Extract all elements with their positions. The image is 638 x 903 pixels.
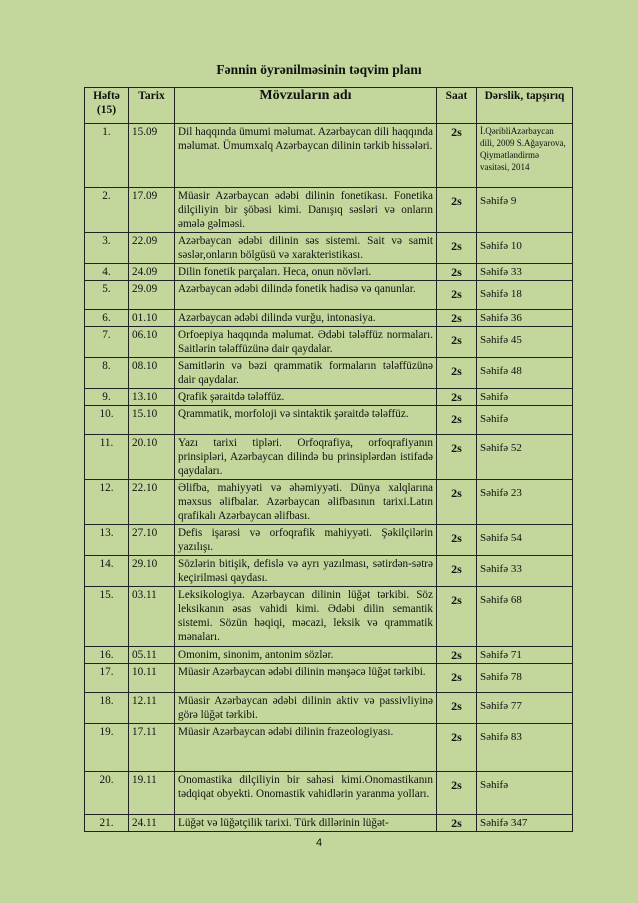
cell-date: 17.09	[129, 188, 175, 233]
cell-topic: Orfoepiya haqqında məlumat. Ədəbi tələffüz normaları. Saitlərin tələffüzünə dair qaydalar.	[175, 327, 437, 358]
table-row	[85, 281, 573, 310]
table-row	[85, 647, 573, 664]
cell-week: 13.	[85, 525, 129, 556]
cell-hours: 2s	[437, 693, 477, 724]
cell-reference: Səhifə 71	[477, 647, 573, 664]
header-date: Tarix	[129, 88, 175, 124]
cell-reference: Səhifə	[477, 389, 573, 406]
cell-date: 19.11	[129, 772, 175, 815]
cell-reference: Səhifə 10	[477, 233, 573, 264]
cell-hours: 2s	[437, 587, 477, 647]
cell-topic: Defis işarəsi və orfoqrafik mahiyyəti. Şəkilçilərin yazılışı.	[175, 525, 437, 556]
table-row	[85, 406, 573, 435]
cell-reference: İ.QəribliAzərbaycan dili, 2009 S.Ağayarova, Qiymətləndirmə vasitəsi, 2014	[477, 124, 573, 188]
cell-hours: 2s	[437, 556, 477, 587]
cell-topic: Omonim, sinonim, antonim sözlər.	[175, 647, 437, 664]
cell-date: 20.10	[129, 435, 175, 480]
cell-hours: 2s	[437, 281, 477, 310]
table-row	[85, 772, 573, 815]
table-row	[85, 480, 573, 525]
cell-topic: Müasir Azərbaycan ədəbi dilinin mənşəcə lüğət tərkibi.	[175, 664, 437, 693]
table-row	[85, 525, 573, 556]
cell-week: 15.	[85, 587, 129, 647]
cell-hours: 2s	[437, 435, 477, 480]
table-row	[85, 188, 573, 233]
cell-topic: Dilin fonetik parçaları. Heca, onun növləri.	[175, 264, 437, 281]
cell-hours: 2s	[437, 525, 477, 556]
table-row	[85, 358, 573, 389]
cell-week: 12.	[85, 480, 129, 525]
cell-reference: Səhifə 18	[477, 281, 573, 310]
cell-date: 15.10	[129, 406, 175, 435]
cell-topic: Əlifba, mahiyyəti və əhəmiyyəti. Dünya xalqlarına məxsus əlifbalar. Azərbaycan əlifbasının tarixi.Latın qrafikalı Azərbaycan əlifbası.	[175, 480, 437, 525]
cell-week: 10.	[85, 406, 129, 435]
table-row	[85, 435, 573, 480]
cell-week: 11.	[85, 435, 129, 480]
cell-date: 29.10	[129, 556, 175, 587]
table-row	[85, 310, 573, 327]
cell-reference: Səhifə 9	[477, 188, 573, 233]
table-row	[85, 327, 573, 358]
cell-reference: Səhifə 78	[477, 664, 573, 693]
cell-date: 13.10	[129, 389, 175, 406]
cell-hours: 2s	[437, 310, 477, 327]
header-topic: Mövzuların adı	[175, 88, 437, 124]
cell-week: 19.	[85, 724, 129, 772]
cell-hours: 2s	[437, 264, 477, 281]
cell-hours: 2s	[437, 815, 477, 832]
cell-week: 20.	[85, 772, 129, 815]
cell-hours: 2s	[437, 664, 477, 693]
table-row	[85, 664, 573, 693]
cell-reference: Səhifə 36	[477, 310, 573, 327]
cell-reference: Səhifə 54	[477, 525, 573, 556]
table-row	[85, 233, 573, 264]
table-header-row	[85, 88, 573, 124]
table-row	[85, 587, 573, 647]
cell-topic: Dil haqqında ümumi məlumat. Azərbaycan dili haqqında məlumat. Ümumxalq Azərbaycan dilinin tərkib hissələri.	[175, 124, 437, 188]
table-row	[85, 124, 573, 188]
cell-topic: Müasir Azərbaycan ədəbi dilinin fonetikası. Fonetika dilçiliyin bir şöbəsi kimi. Danışıq səsləri və onların əmələ gəlməsi.	[175, 188, 437, 233]
cell-date: 10.11	[129, 664, 175, 693]
cell-date: 22.09	[129, 233, 175, 264]
table-row	[85, 693, 573, 724]
table-row	[85, 815, 573, 832]
cell-reference: Səhifə 23	[477, 480, 573, 525]
cell-hours: 2s	[437, 389, 477, 406]
cell-reference: Səhifə 33	[477, 556, 573, 587]
cell-topic: Azərbaycan ədəbi dilinin səs sistemi. Sait və samit səslər,onların bölgüsü və xarakteristikası.	[175, 233, 437, 264]
cell-topic: Yazı tarixi tipləri. Orfoqrafiya, orfoqrafiyanın prinsipləri, Azərbaycan dilində bu prinsiplərdən istifadə qaydaları.	[175, 435, 437, 480]
page-title: Fənnin öyrənilməsinin təqvim planı	[216, 62, 422, 77]
cell-topic: Sözlərin bitişik, defislə və ayrı yazılması, sətirdən-sətrə keçirilməsi qaydası.	[175, 556, 437, 587]
cell-hours: 2s	[437, 124, 477, 188]
cell-date: 12.11	[129, 693, 175, 724]
cell-topic: Azərbaycan ədəbi dilində fonetik hadisə və qanunlar.	[175, 281, 437, 310]
header-hours: Saat	[437, 88, 477, 124]
cell-week: 14.	[85, 556, 129, 587]
cell-week: 7.	[85, 327, 129, 358]
cell-date: 24.11	[129, 815, 175, 832]
cell-week: 18.	[85, 693, 129, 724]
cell-topic: Azərbaycan ədəbi dilində vurğu, intonasiya.	[175, 310, 437, 327]
cell-date: 03.11	[129, 587, 175, 647]
cell-topic: Müasir Azərbaycan ədəbi dilinin frazeologiyası.	[175, 724, 437, 772]
cell-reference: Səhifə 83	[477, 724, 573, 772]
table-row	[85, 264, 573, 281]
cell-reference: Səhifə 33	[477, 264, 573, 281]
cell-hours: 2s	[437, 724, 477, 772]
cell-date: 05.11	[129, 647, 175, 664]
cell-week: 21.	[85, 815, 129, 832]
cell-week: 9.	[85, 389, 129, 406]
cell-topic: Leksikologiya. Azərbaycan dilinin lüğət tərkibi. Söz leksikanın əsas vahidi kimi. Ədəbi dilin semantik sistemi. Sözün həqiqi, məcazi, leksik və qrammatik mənaları.	[175, 587, 437, 647]
cell-date: 17.11	[129, 724, 175, 772]
cell-hours: 2s	[437, 233, 477, 264]
cell-week: 4.	[85, 264, 129, 281]
cell-date: 22.10	[129, 480, 175, 525]
table-row	[85, 389, 573, 406]
cell-topic: Lüğət və lüğətçilik tarixi. Türk dillərinin lüğət-	[175, 815, 437, 832]
cell-week: 17.	[85, 664, 129, 693]
cell-reference: Səhifə 52	[477, 435, 573, 480]
cell-reference: Səhifə	[477, 406, 573, 435]
cell-week: 5.	[85, 281, 129, 310]
cell-hours: 2s	[437, 358, 477, 389]
cell-reference: Səhifə 77	[477, 693, 573, 724]
table-row	[85, 556, 573, 587]
header-week: Həftə (15)	[85, 88, 129, 124]
cell-hours: 2s	[437, 406, 477, 435]
cell-hours: 2s	[437, 480, 477, 525]
cell-hours: 2s	[437, 772, 477, 815]
cell-reference: Səhifə	[477, 772, 573, 815]
cell-topic: Müasir Azərbaycan ədəbi dilinin aktiv və passivliyinə görə lüğət tərkibi.	[175, 693, 437, 724]
table-row	[85, 724, 573, 772]
page-number: 4	[315, 837, 323, 849]
cell-reference: Səhifə 347	[477, 815, 573, 832]
cell-week: 16.	[85, 647, 129, 664]
cell-topic: Onomastika dilçiliyin bir sahəsi kimi.Onomastikanın tədqiqat obyekti. Onomastik vahidlərin yaranma yolları.	[175, 772, 437, 815]
cell-date: 29.09	[129, 281, 175, 310]
cell-reference: Səhifə 45	[477, 327, 573, 358]
cell-date: 01.10	[129, 310, 175, 327]
cell-week: 2.	[85, 188, 129, 233]
cell-date: 27.10	[129, 525, 175, 556]
header-ref: Dərslik, tapşırıq	[477, 88, 573, 124]
cell-reference: Səhifə 68	[477, 587, 573, 647]
cell-date: 15.09	[129, 124, 175, 188]
cell-hours: 2s	[437, 327, 477, 358]
cell-week: 8.	[85, 358, 129, 389]
cell-reference: Səhifə 48	[477, 358, 573, 389]
cell-hours: 2s	[437, 188, 477, 233]
cell-week: 1.	[85, 124, 129, 188]
calendar-plan-table	[84, 87, 573, 832]
cell-topic: Qrafik şəraitdə tələffüz.	[175, 389, 437, 406]
cell-week: 6.	[85, 310, 129, 327]
cell-topic: Samitlərin və bəzi qrammatik formaların tələffüzünə dair qaydalar.	[175, 358, 437, 389]
cell-topic: Qrammatik, morfoloji və sintaktik şəraitdə tələffüz.	[175, 406, 437, 435]
cell-date: 24.09	[129, 264, 175, 281]
cell-hours: 2s	[437, 647, 477, 664]
cell-date: 08.10	[129, 358, 175, 389]
cell-week: 3.	[85, 233, 129, 264]
cell-date: 06.10	[129, 327, 175, 358]
